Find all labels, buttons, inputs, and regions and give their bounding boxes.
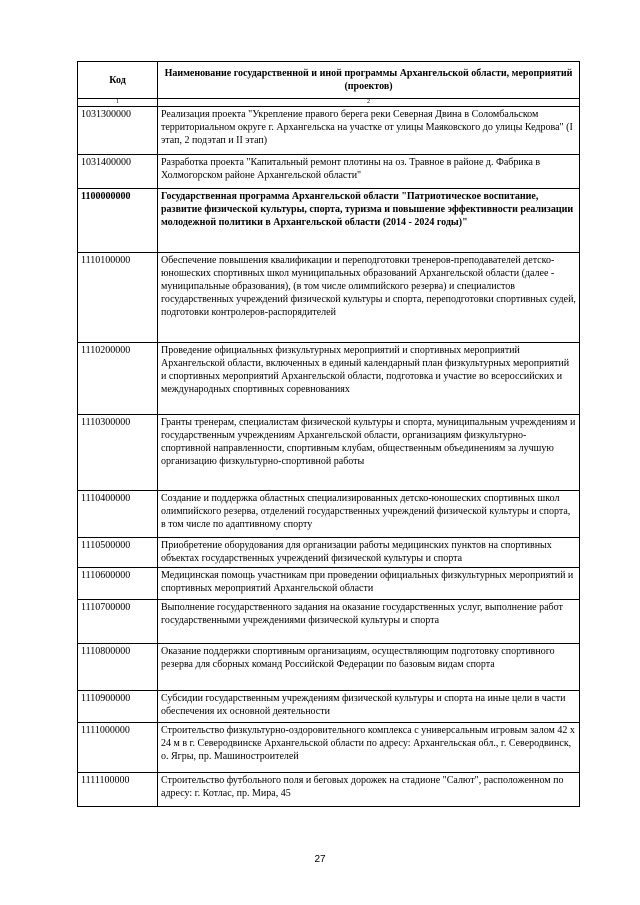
row-code: 1100000000 (78, 189, 158, 253)
row-name: Выполнение государственного задания на оказание государственных услуг, выполнение работ государственными учреждениями физической культуры и спорта (158, 600, 580, 644)
row-code: 1110500000 (78, 538, 158, 568)
row-name: Строительство футбольного поля и беговых дорожек на стадионе "Салют", расположенном по адресу: г. Котлас, пр. Мира, 45 (158, 773, 580, 807)
row-name: Реализация проекта "Укрепление правого берега реки Северная Двина в Соломбальском территориальном округе г. Архангельска на участке от улицы Маяковского до улицы Кедрова" (I этап, 2 подэтап и II этап) (158, 107, 580, 155)
table-row (78, 343, 580, 415)
table-row (78, 723, 580, 773)
table-row (78, 415, 580, 491)
row-code: 1110800000 (78, 644, 158, 691)
row-name: Проведение официальных физкультурных мероприятий и спортивных мероприятий Архангельской области, включенных в единый календарный план физкультурных мероприятий и спортивных мероприятий Архангельской области, подготовка и участие во всероссийских и международных спортивных соревнованиях (158, 343, 580, 415)
table-row (78, 644, 580, 691)
row-name: Гранты тренерам, специалистам физической культуры и спорта, муниципальным учреждениям и государственным учреждениям Архангельской области, организациям физкультурно-спортивной направленности, спортивным клубам, общественным объединениям за лучшую организацию физкультурно-спортивной работы (158, 415, 580, 491)
row-code: 1031300000 (78, 107, 158, 155)
row-name: Медицинская помощь участникам при проведении официальных физкультурных мероприятий и спортивных мероприятий Архангельской области (158, 568, 580, 600)
table-row (78, 155, 580, 189)
table-row (78, 773, 580, 807)
row-name: Строительство физкультурно-оздоровительного комплекса с универсальным игровым залом 42 х 24 м в г. Северодвинске Архангельской области по адресу: Архангельская обл., г. Северодвинск, о. Ягры, пр. Машиностроителей (158, 723, 580, 773)
column-header-name: Наименование государственной и иной программы Архангельской области, мероприятий (проектов) (158, 62, 580, 99)
table-row (78, 568, 580, 600)
row-name: Государственная программа Архангельской области "Патриотическое воспитание, развитие физической культуры, спорта, туризма и повышение эффективности реализации молодежной политики в Архангельской области (2014 - 2024 годы)" (158, 189, 580, 253)
table-row (78, 600, 580, 644)
table-header-row (78, 62, 580, 99)
table-row (78, 253, 580, 343)
row-code: 1110200000 (78, 343, 158, 415)
row-code: 1110300000 (78, 415, 158, 491)
row-code: 1110700000 (78, 600, 158, 644)
page-number: 27 (314, 854, 326, 865)
column-number-row (78, 99, 580, 107)
column-number-code: 1 (78, 99, 158, 107)
table-row (78, 538, 580, 568)
program-codes-table (77, 61, 580, 807)
row-name: Оказание поддержки спортивным организациям, осуществляющим подготовку спортивного резерва для сборных команд Российской Федерации по базовым видам спорта (158, 644, 580, 691)
row-code: 1110100000 (78, 253, 158, 343)
row-name: Создание и поддержка областных специализированных детско-юношеских спортивных школ олимпийского резерва, отделений государственных учреждений физической культуры и спорта, в том числе по адаптивному спорту (158, 491, 580, 538)
table-row (78, 491, 580, 538)
row-code: 1111100000 (78, 773, 158, 807)
row-name: Обеспечение повышения квалификации и переподготовки тренеров-преподавателей детско-юношеских спортивных школ муниципальных образований Архангельской области (далее - муниципальные образования), (в том числе олимпийского резерва) и специалистов государственных учреждений физической культуры и спорта, переподготовки спортивных судей, подготовки контролеров-распорядителей (158, 253, 580, 343)
row-code: 1031400000 (78, 155, 158, 189)
table-row (78, 691, 580, 723)
row-code: 1110900000 (78, 691, 158, 723)
row-code: 1110400000 (78, 491, 158, 538)
row-name: Приобретение оборудования для организации работы медицинских пунктов на спортивных объектах государственных учреждений физической культуры и спорта (158, 538, 580, 568)
table-row (78, 189, 580, 253)
row-name: Субсидии государственным учреждениям физической культуры и спорта на иные цели в части обеспечения их основной деятельности (158, 691, 580, 723)
column-number-name: 2 (158, 99, 580, 107)
row-code: 1111000000 (78, 723, 158, 773)
row-name: Разработка проекта "Капитальный ремонт плотины на оз. Травное в районе д. Фабрика в Холмогорском районе Архангельской области" (158, 155, 580, 189)
row-code: 1110600000 (78, 568, 158, 600)
column-header-code: Код (78, 62, 158, 99)
table-row (78, 107, 580, 155)
